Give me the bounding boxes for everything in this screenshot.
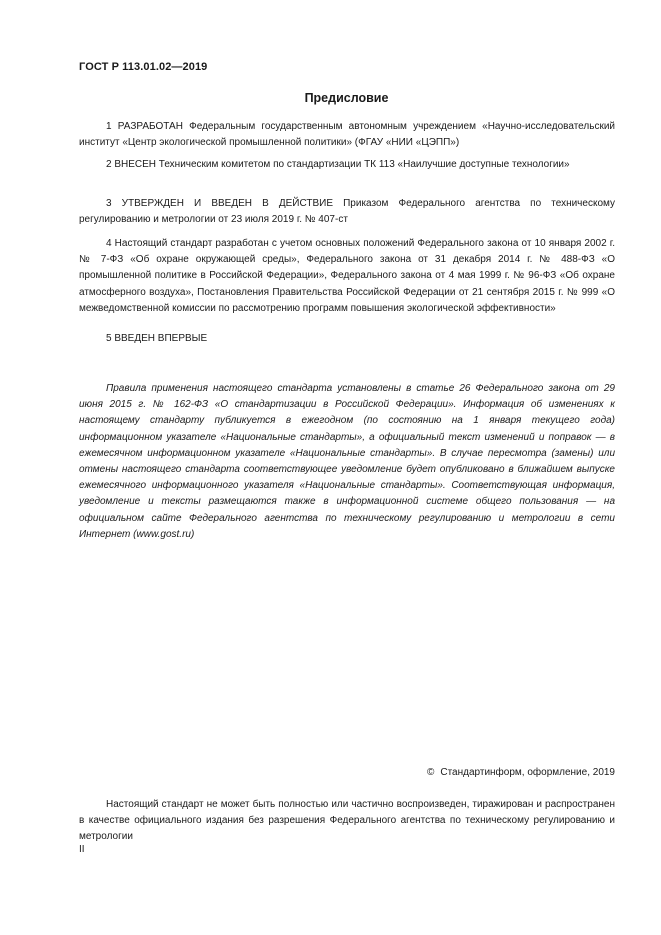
application-rules-note-text: Правила применения настоящего стандарта установлены в статье 26 Федерального закона от 29 июня 2015 г. № 162-ФЗ «О стандартизации в Российской Федерации». Информация об изменениях к настоящему стандарту публикуется в ежегодном (по состоянию на 1 января текущего года) информационном указателе «Национальные стандарты», а официальный текст изменений и поправок — в ежемесячном информационном указателе «Национальные стандарты». В случае пересмотра (замены) или отмены настоящего стандарта соответствующее уведомление будет опубликовано в ближайшем выпуске ежемесячного информационного указателя «Национальные стандарты». Соответствующая информация, уведомление и тексты размещаются также в информационной системе общего пользования — на официальном сайте Федерального агентства по техническому регулированию и метрологии в сети Интернет (www.gost.ru) [79, 383, 615, 540]
reproduction-rights-notice [79, 797, 615, 846]
application-rules-note [79, 381, 615, 543]
page-number: II [79, 844, 85, 855]
foreword-item-4 [79, 236, 615, 317]
foreword-item-1-text: 1 РАЗРАБОТАН Федеральным государственным автономным учреждением «Научно-исследовательский институт «Центр экологической промышленной политики» (ФГАУ «НИИ «ЦЭПП») [79, 121, 615, 149]
foreword-item-4-text: 4 Настоящий стандарт разработан с учетом основных положений Федерального закона от 10 января 2002 г. № 7-ФЗ «Об охране окружающей среды», Федерального закона от 31 декабря 2014 г. № 488-ФЗ «О промышленной политике в Российской Федерации», Федерального закона от 4 мая 1999 г. № 96-ФЗ «Об охране атмосферного воздуха», Постановления Правительства Российской Федерации от 21 сентября 2015 г. № 999 «О межведомственной комиссии по рассмотрению программ повышения экологической эффективности» [79, 238, 615, 314]
foreword-item-3 [79, 196, 615, 228]
copyright-icon: © [426, 767, 435, 778]
copyright-notice [427, 767, 615, 778]
page-title: Предисловие [304, 91, 389, 105]
foreword-item-5-text: 5 ВВЕДЕН ВПЕРВЫЕ [106, 333, 208, 344]
foreword-item-5 [79, 331, 615, 347]
reproduction-rights-text: Настоящий стандарт не может быть полностью или частично воспроизведен, тиражирован и распространен в качестве официального издания без разрешения Федерального агентства по техническому регулированию и метрологии [79, 799, 615, 843]
foreword-item-1 [79, 119, 615, 151]
document-code: ГОСТ Р 113.01.02—2019 [79, 61, 208, 73]
foreword-item-2 [79, 157, 615, 173]
foreword-item-2-text: 2 ВНЕСЕН Техническим комитетом по стандартизации ТК 113 «Наилучшие доступные технологии» [106, 159, 570, 170]
copyright-text: Стандартинформ, оформление, 2019 [440, 767, 615, 778]
foreword-item-3-text: 3 УТВЕРЖДЕН И ВВЕДЕН В ДЕЙСТВИЕ Приказом Федерального агентства по техническому регулированию и метрологии от 23 июля 2019 г. № 407-ст [79, 198, 615, 226]
